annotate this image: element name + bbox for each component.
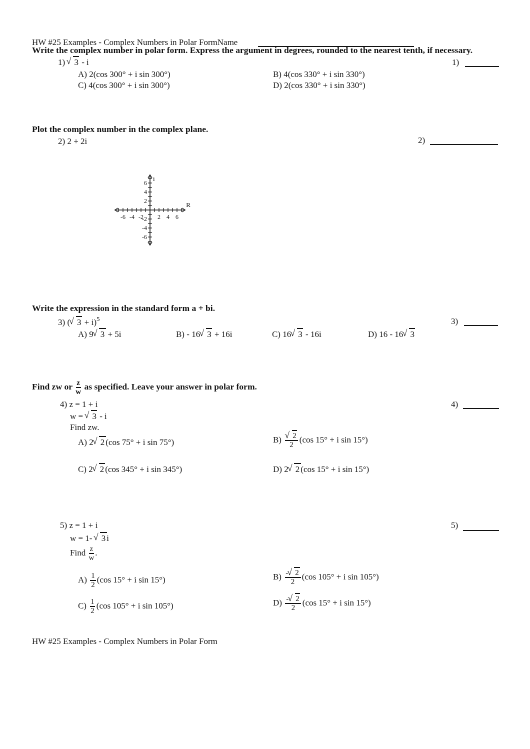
q4-choice-c[interactable]: C) 2√ 2(cos 345° + i sin 345°) xyxy=(78,464,182,474)
x-tick-label: -4 xyxy=(129,215,135,221)
instruction-polar-form: Write the complex number in polar form. Express the argument in degrees, rounded to the nearest tenth, if necessary. xyxy=(32,45,473,55)
y-tick-label: 4 xyxy=(144,190,147,196)
instruction-standard-form: Write the expression in the standard form a + bi. xyxy=(32,303,216,313)
q5-w: w = 1- √ 3i xyxy=(70,533,109,543)
question-3: 3) (√ 3 + i)$^5$ xyxy=(58,316,100,327)
answer-3-field[interactable] xyxy=(464,325,498,326)
instruction-plot: Plot the complex number in the complex plane. xyxy=(32,124,209,134)
q5-choice-c[interactable]: C) $\frac{1}{2}$ (cos 105° + i sin 105°) xyxy=(78,597,174,615)
answer-5-label: 5) xyxy=(451,520,459,530)
imaginary-axis-label: i xyxy=(153,175,155,183)
y-tick-label: -6 xyxy=(142,235,147,241)
x-tick-label: -2 xyxy=(138,215,144,221)
q3-choice-d[interactable]: D) 16 - 16√ 3 xyxy=(368,329,415,339)
y-tick-label: 2 xyxy=(144,199,147,205)
instruction-products: Find zw or $\frac{z}{w}$ as specified. Leave your answer in polar form. xyxy=(32,378,257,396)
q5-task: Find $\frac{z}{w}$ . xyxy=(70,544,98,562)
q3-choice-b[interactable]: B) - 16√ 3 + 16i xyxy=(176,329,232,339)
answer-5-field[interactable] xyxy=(463,530,499,531)
q4-choice-a[interactable]: A) 2√ 2(cos 75° + i sin 75°) xyxy=(78,437,174,447)
x-tick-label: 6 xyxy=(175,215,179,221)
header-title: HW #25 Examples - Complex Numbers in Polar FormName xyxy=(32,37,238,47)
answer-1-label: 1) xyxy=(452,57,460,67)
q1-choice-a[interactable]: A) 2(cos 300° + i sin 300°) xyxy=(78,69,171,79)
answer-1-field[interactable] xyxy=(465,66,499,67)
q1-choice-d[interactable]: D) 2(cos 330° + i sin 330°) xyxy=(273,80,366,90)
q4-choice-b[interactable]: B) √ $\frac{2}{2}$ (cos 15° + i sin 15°) xyxy=(273,432,368,449)
y-tick-label: -2 xyxy=(142,217,147,223)
q1-choice-c[interactable]: C) 4(cos 300° + i sin 300°) xyxy=(78,80,170,90)
question-4: 4) z = 1 + i xyxy=(60,399,98,409)
q1-choice-b[interactable]: B) 4(cos 330° + i sin 330°) xyxy=(273,69,365,79)
y-tick-label: 6 xyxy=(144,181,147,187)
y-tick-label: -4 xyxy=(142,226,147,232)
answer-4-label: 4) xyxy=(451,399,459,409)
q3-choice-a[interactable]: A) 9√ 3 + 5i xyxy=(78,329,121,339)
q5-choice-b[interactable]: B) $\frac{-√ 2}{2}$ (cos 105° + i sin 105°) xyxy=(273,569,379,586)
x-tick-label: -6 xyxy=(120,215,126,221)
q5-choice-d[interactable]: D) $\frac{-√ 2}{2}$ (cos 15° + i sin 15°) xyxy=(273,595,371,612)
answer-2-field[interactable] xyxy=(430,144,498,145)
q3-choice-c[interactable]: C) 16√ 3 - 16i xyxy=(272,329,321,339)
x-tick-label: 4 xyxy=(166,215,170,221)
answer-4-field[interactable] xyxy=(463,408,499,409)
answer-2-label: 2) xyxy=(418,135,426,145)
q4-task: Find zw. xyxy=(70,422,100,432)
question-2: 2) 2 + 2i xyxy=(58,136,88,146)
question-5: 5) z = 1 + i xyxy=(60,520,98,530)
answer-3-label: 3) xyxy=(451,316,459,326)
footer-title: HW #25 Examples - Complex Numbers in Polar Form xyxy=(32,636,218,646)
q4-choice-d[interactable]: D) 2√ 2(cos 15° + i sin 15°) xyxy=(273,464,369,474)
question-1: 1) √ 3 - i xyxy=(58,57,89,67)
x-tick-label: 2 xyxy=(157,215,161,221)
complex-plane[interactable] xyxy=(84,144,224,276)
real-axis-label: R xyxy=(186,202,191,209)
q4-w: w = √ 3 - i xyxy=(70,411,107,421)
q5-choice-a[interactable]: A) $\frac{1}{2}$ (cos 15° + i sin 15°) xyxy=(78,571,166,589)
